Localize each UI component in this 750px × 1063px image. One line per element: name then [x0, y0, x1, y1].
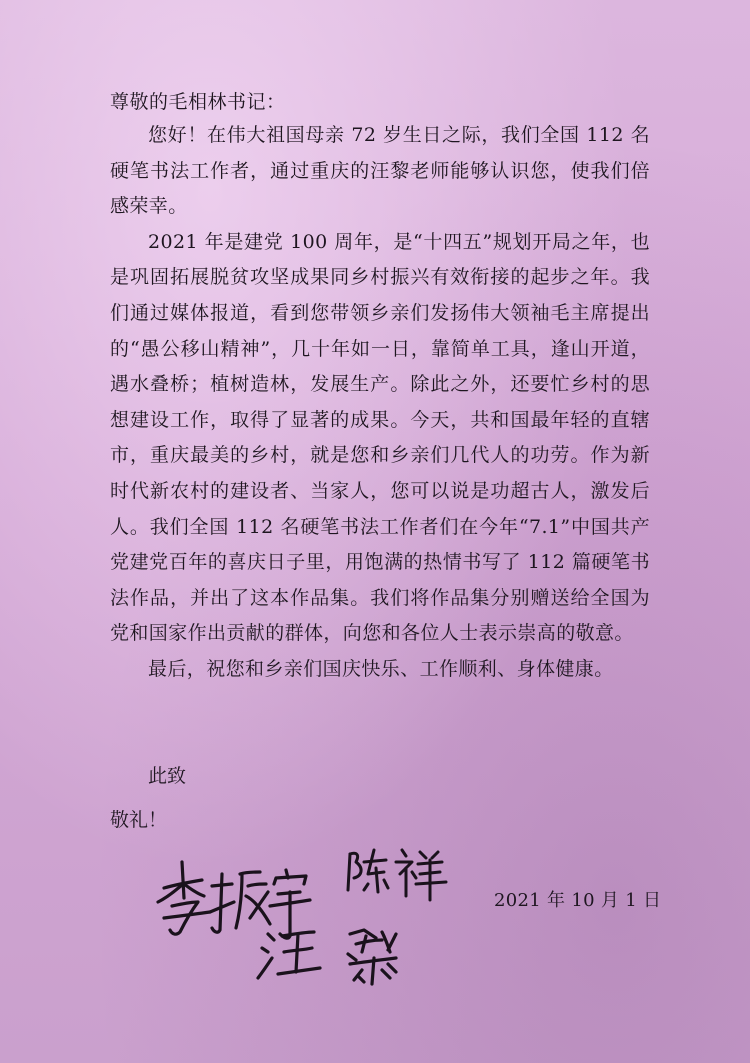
letter-date: 2021 年 10 月 1 日	[494, 890, 662, 911]
paragraph-main: 2021 年是建党 100 周年，是“十四五”规划开局之年，也是巩固拓展脱贫攻坚成果同乡村振兴有效衔接的起步之年。我们通过媒体报道，看到您带领乡亲们发扬伟大领袖毛主席提出的“愚公移山精神”，几十年如一日，靠简单工具，逢山开道，遇水叠桥；植树造林，发展生产。除此之外，还要忙乡村的思想建设工作，取得了显著的成果。今天，共和国最年轻的直辖市，重庆最美的乡村，就是您和乡亲们几代人的功劳。作为新时代新农村的建设者、当家人，您可以说是功超古人，激发后人。我们全国 112 名硬笔书法工作者们在今年“7.1”中国共产党建党百年的喜庆日子里，用饱满的热情书写了 112 篇硬笔书法作品，并出了这本作品集。我们将作品集分别赠送给全国为党和国家作出贡献的群体，向您和各位人士表示崇高的敬意。	[110, 230, 650, 645]
handwritten-signatures	[150, 840, 450, 990]
closing-jingli: 敬礼！	[110, 809, 168, 831]
signature-chen-xiang	[348, 850, 446, 900]
signature-wang-li	[258, 930, 396, 984]
signature-li-zhenyu	[158, 862, 310, 938]
letter-body	[110, 118, 650, 688]
letter-salutation: 尊敬的毛相林书记：	[110, 91, 286, 113]
paragraph-wishes: 最后，祝您和乡亲们国庆快乐、工作顺利、身体健康。	[148, 657, 614, 680]
closing-cizhi: 此致	[148, 765, 187, 787]
paragraph-greeting: 您好！在伟大祖国母亲 72 岁生日之际，我们全国 112 名硬笔书法工作者，通过重庆的汪黎老师能够认识您，使我们倍感荣幸。	[110, 124, 650, 218]
